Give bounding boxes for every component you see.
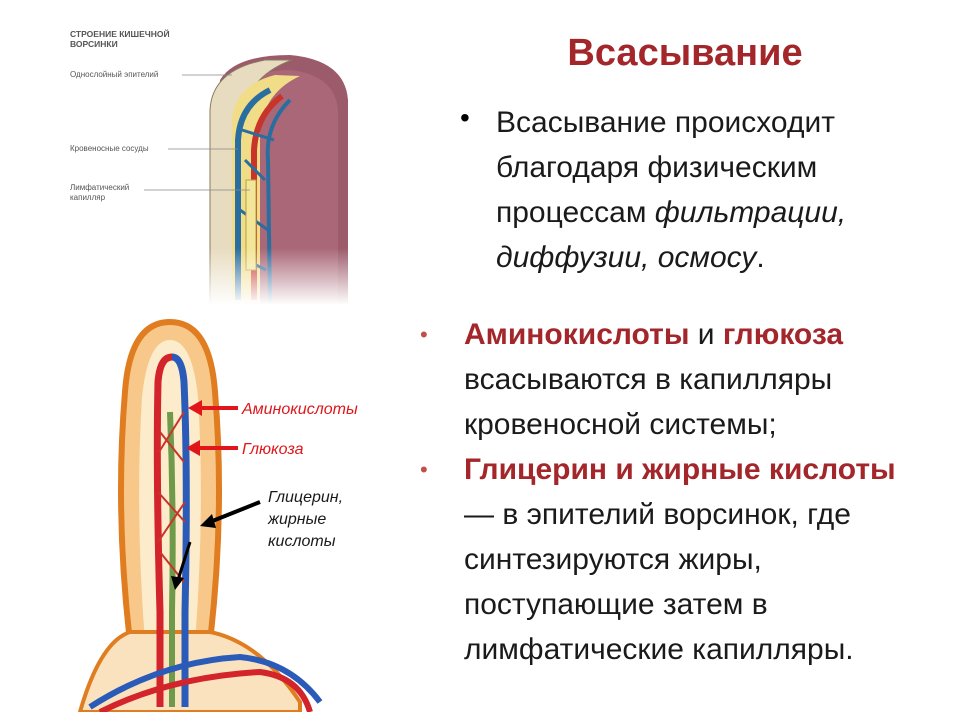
bullet-line xyxy=(496,235,846,280)
bullet-line: синтезируются жиры, xyxy=(464,543,762,576)
highlight-amino: Аминокислоты xyxy=(464,318,690,351)
bullet-plain-text: и xyxy=(689,318,723,351)
bullet-dot-icon: • xyxy=(420,322,428,347)
bullet-absorption-text xyxy=(496,100,846,280)
lymph-vessel xyxy=(170,412,173,707)
highlight-glucose: глюкоза xyxy=(722,318,844,351)
bullet-line: — в эпителий ворсинок, где xyxy=(464,498,851,531)
bullet-dot-icon: • xyxy=(420,457,428,482)
label-glucose: Глюкоза xyxy=(242,441,304,458)
bullet-italic-text: фильтрации, xyxy=(654,196,847,229)
bullet-line xyxy=(464,312,940,357)
label-fat: жирные xyxy=(268,511,327,528)
label-fat: Глицерин, xyxy=(268,489,344,506)
bullet-italic-text: диффузии, осмосу xyxy=(496,241,757,274)
bullet-plain-text: . xyxy=(756,241,765,274)
label-fat: кислоты xyxy=(268,533,336,550)
bullet-list-nutrients xyxy=(420,312,940,672)
bullet-line xyxy=(496,190,846,235)
bullet-line: всасываются в капилляры xyxy=(464,363,833,396)
bullet-line: поступающие затем в xyxy=(464,588,768,621)
bullet-line: лимфатические капилляры. xyxy=(464,633,854,666)
bullet-plain-text: процессам xyxy=(496,196,655,229)
villus-structure-diagram xyxy=(60,20,360,305)
bullet-line: кровеносной системы; xyxy=(464,408,777,441)
bullet-dot-icon: • xyxy=(460,102,470,133)
bullet-line: Всасывание происходит xyxy=(496,106,835,139)
bullet-line: благодаря физическим xyxy=(496,151,818,184)
label-amino: Аминокислоты xyxy=(242,401,358,418)
bullet-glycerin xyxy=(420,447,940,672)
highlight-glycerin: Глицерин и жирные кислоты xyxy=(464,453,896,486)
slide-title: Всасывание xyxy=(567,32,803,74)
fade-overlay xyxy=(60,20,360,305)
bullet-amino-glucose xyxy=(420,312,940,447)
absorption-diagram xyxy=(60,312,400,712)
